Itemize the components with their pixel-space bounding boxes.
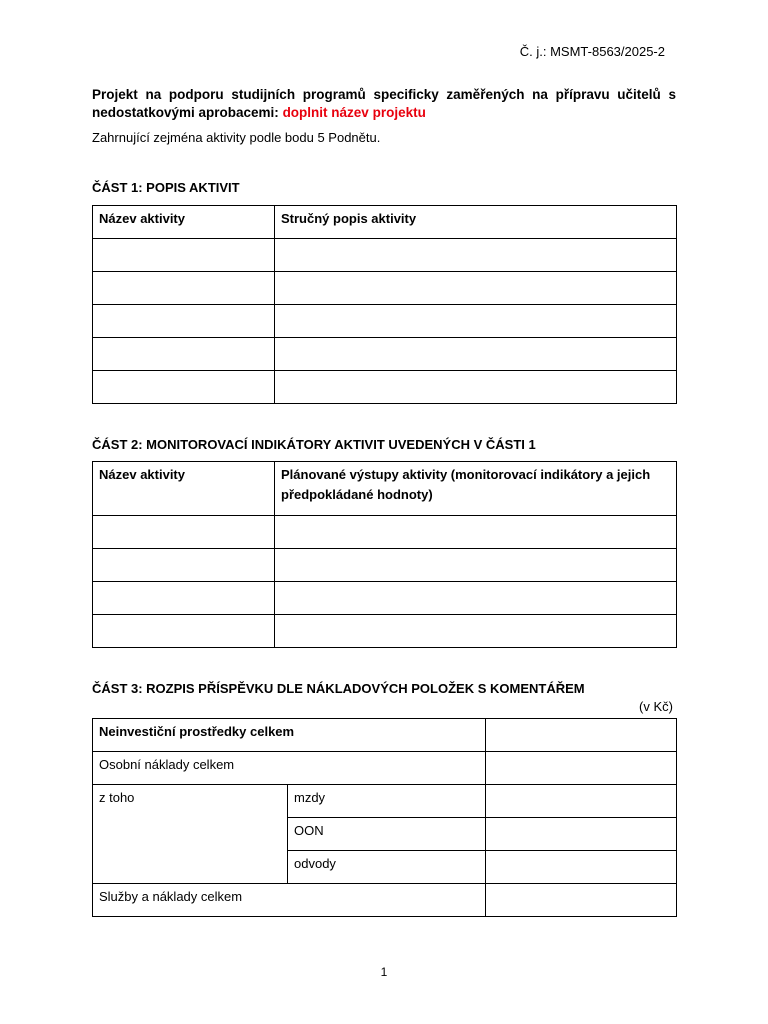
- activity-description-cell[interactable]: [275, 239, 677, 272]
- activity-name-cell[interactable]: [93, 516, 275, 549]
- activities-table: [92, 205, 677, 404]
- part3-title: ČÁST 3: ROZPIS PŘÍSPĚVKU DLE NÁKLADOVÝCH POLOŽEK S KOMENTÁŘEM: [92, 681, 585, 696]
- amount-cell[interactable]: [486, 785, 677, 818]
- table-row: [93, 239, 677, 272]
- table-row: [93, 272, 677, 305]
- document-reference-number: Č. j.: MSMT-8563/2025-2: [519, 44, 665, 59]
- planned-outputs-cell[interactable]: [275, 516, 677, 549]
- activity-name-cell[interactable]: [93, 549, 275, 582]
- activity-name-cell[interactable]: [93, 582, 275, 615]
- amount-cell[interactable]: [486, 884, 677, 917]
- part1-title: ČÁST 1: POPIS AKTIVIT: [92, 180, 240, 195]
- column-header-activity-name: Název aktivity: [93, 206, 275, 239]
- amount-cell[interactable]: [486, 851, 677, 884]
- table-row: [93, 305, 677, 338]
- currency-unit: (v Kč): [639, 699, 673, 714]
- column-header-planned-outputs: Plánované výstupy aktivity (monitorovací indikátory a jejich předpokládané hodnoty): [275, 462, 677, 516]
- row-label-noninvestment-total: Neinvestiční prostředky celkem: [93, 719, 486, 752]
- table-header-row: [93, 462, 677, 516]
- table-row: [93, 338, 677, 371]
- activity-description-cell[interactable]: [275, 371, 677, 404]
- project-title-text: Projekt na podporu studijních programů specificky zaměřených na přípravu učitelů s nedostatkovými aprobacemi:: [92, 87, 676, 120]
- activity-name-cell[interactable]: [93, 239, 275, 272]
- amount-cell[interactable]: [486, 818, 677, 851]
- amount-cell[interactable]: [486, 752, 677, 785]
- row-label-levies: odvody: [288, 851, 486, 884]
- table-row: [93, 615, 677, 648]
- row-label-personnel-costs: Osobní náklady celkem: [93, 752, 486, 785]
- budget-table: [92, 718, 677, 917]
- planned-outputs-cell[interactable]: [275, 549, 677, 582]
- table-row: [93, 371, 677, 404]
- row-label-wages: mzdy: [288, 785, 486, 818]
- amount-cell[interactable]: [486, 719, 677, 752]
- activity-name-cell[interactable]: [93, 371, 275, 404]
- row-label-services-total: Služby a náklady celkem: [93, 884, 486, 917]
- activity-description-cell[interactable]: [275, 305, 677, 338]
- activity-name-cell[interactable]: [93, 338, 275, 371]
- row-label-oon: OON: [288, 818, 486, 851]
- column-header-activity-description: Stručný popis aktivity: [275, 206, 677, 239]
- activity-name-cell[interactable]: [93, 305, 275, 338]
- planned-outputs-cell[interactable]: [275, 615, 677, 648]
- project-subtitle: Zahrnující zejména aktivity podle bodu 5 Podnětu.: [92, 130, 381, 145]
- table-row: [93, 752, 677, 785]
- table-header-row: [93, 206, 677, 239]
- table-row: [93, 785, 677, 818]
- activity-description-cell[interactable]: [275, 338, 677, 371]
- page-number: 1: [380, 965, 388, 979]
- column-header-activity-name: Název aktivity: [93, 462, 275, 516]
- table-row: [93, 719, 677, 752]
- part2-title: ČÁST 2: MONITOROVACÍ INDIKÁTORY AKTIVIT UVEDENÝCH V ČÁSTI 1: [92, 437, 536, 452]
- table-row: [93, 516, 677, 549]
- indicators-table: [92, 461, 677, 648]
- activity-name-cell[interactable]: [93, 272, 275, 305]
- activity-name-cell[interactable]: [93, 615, 275, 648]
- table-row: [93, 582, 677, 615]
- table-row: [93, 884, 677, 917]
- project-name-placeholder: doplnit název projektu: [282, 105, 426, 120]
- row-label-of-which: z toho: [93, 785, 288, 884]
- project-title: [92, 86, 676, 122]
- activity-description-cell[interactable]: [275, 272, 677, 305]
- table-row: [93, 549, 677, 582]
- planned-outputs-cell[interactable]: [275, 582, 677, 615]
